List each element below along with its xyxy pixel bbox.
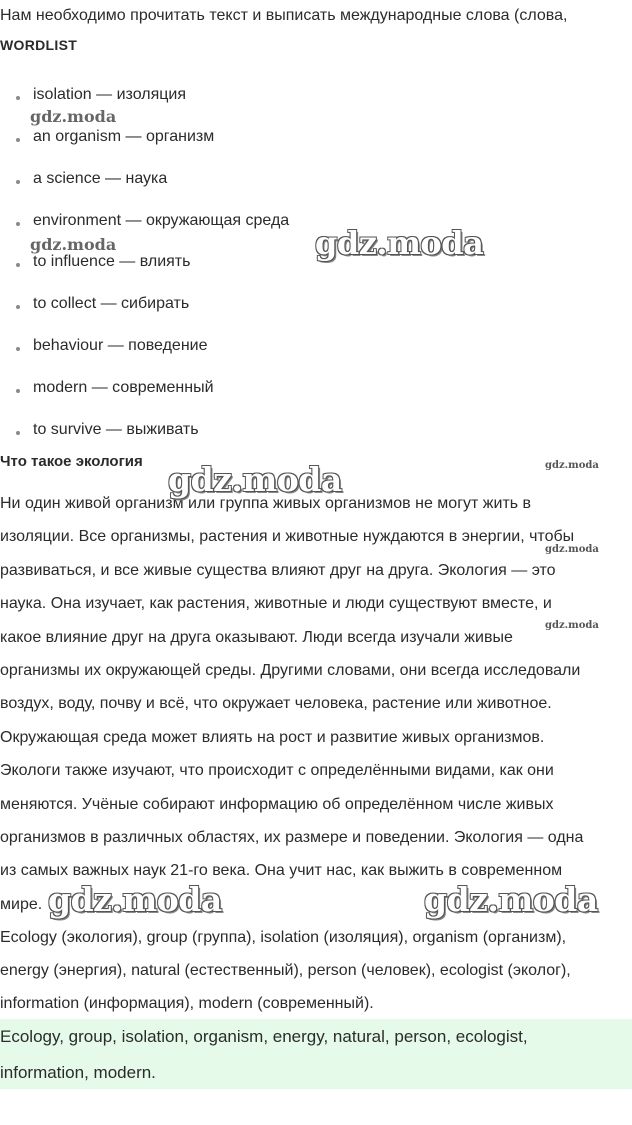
list-item-label: behaviour — поведение <box>33 337 208 354</box>
bullet-icon <box>16 389 20 393</box>
translation-line: energy (энергия), natural (естественный), person (человек), ecologist (эколог), <box>0 962 571 979</box>
translation-line: information (информация), modern (современный). <box>0 995 374 1012</box>
list-item-label: an organism — организм <box>33 128 215 145</box>
list-item-label: modern — современный <box>33 379 214 396</box>
bullet-icon <box>16 431 20 435</box>
translation-line: Ecology (экология), group (группа), isolation (изоляция), organism (организм), <box>0 929 567 946</box>
paragraph-line: какое влияние друг на друга оказывают. Люди всегда изучали живые <box>0 629 513 646</box>
watermark-logo: gdz.moda <box>30 107 117 126</box>
bullet-icon <box>16 180 20 184</box>
paragraph-line: организмы их окружающей среды. Другими словами, они всегда исследовали <box>0 662 581 679</box>
paragraph-line: изоляции. Все организмы, растения и животные нуждаются в энергии, чтобы <box>0 528 575 545</box>
watermark-logo: gdz.moda <box>424 880 598 919</box>
list-item-label: isolation — изоляция <box>33 86 186 103</box>
watermark-logo: gdz.moda <box>30 235 117 254</box>
paragraph-line: из самых важных наук 21-го века. Она учит нас, как выжить в современном <box>0 862 563 879</box>
bullet-icon <box>16 263 20 267</box>
watermark-logo: gdz.moda <box>315 224 484 262</box>
paragraph-line: организмов в различных областях, их размере и поведении. Экология — одна <box>0 829 584 846</box>
list-item-label: environment — окружающая среда <box>33 212 290 229</box>
paragraph-line: меняются. Учёные собирают информацию об определённом числе живых <box>0 796 554 813</box>
bullet-icon <box>16 305 20 309</box>
paragraph-line: Экологи также изучают, что происходит с определёнными видами, как они <box>0 762 554 779</box>
watermark-logo: gdz.moda <box>545 544 599 555</box>
bullet-icon <box>16 138 20 142</box>
paragraph-line: Ни один живой организм или группа живых организмов не могут жить в <box>0 495 532 512</box>
watermark-logo: gdz.moda <box>545 620 599 631</box>
paragraph-line: воздух, воду, почву и всё, что окружает человека, растение или животное. <box>0 695 552 712</box>
paragraph-line: Окружающая среда может влиять на рост и развитие живых организмов. <box>0 729 545 746</box>
watermark-logo: gdz.moda <box>168 460 342 499</box>
paragraph-line: наука. Она изучает, как растения, животные и люди существуют вместе, и <box>0 595 552 612</box>
bullet-icon <box>16 96 20 100</box>
list-item-label: to collect — сибирать <box>33 295 190 312</box>
intro-text: Нам необходимо прочитать текст и выписать международные слова (слова, <box>0 7 568 24</box>
bullet-icon <box>16 347 20 351</box>
list-item-label: a science — наука <box>33 170 168 187</box>
paragraph-line: развиваться, и все живые существа влияют друг на друга. Экология — это <box>0 562 556 579</box>
answer-box <box>0 1019 632 1089</box>
paragraph-line: мире. <box>0 896 43 913</box>
section-title: Что такое экология <box>0 453 143 470</box>
answer-line: Ecology, group, isolation, organism, energy, natural, person, ecologist, <box>0 1027 528 1046</box>
list-item-label: to influence — влиять <box>33 253 191 270</box>
bullet-icon <box>16 222 20 226</box>
watermark-logo: gdz.moda <box>48 880 222 919</box>
watermark-logo: gdz.moda <box>545 460 599 471</box>
wordlist-heading: WORDLIST <box>0 37 78 53</box>
answer-line: information, modern. <box>0 1063 156 1082</box>
list-item-label: to survive — выживать <box>33 421 199 438</box>
